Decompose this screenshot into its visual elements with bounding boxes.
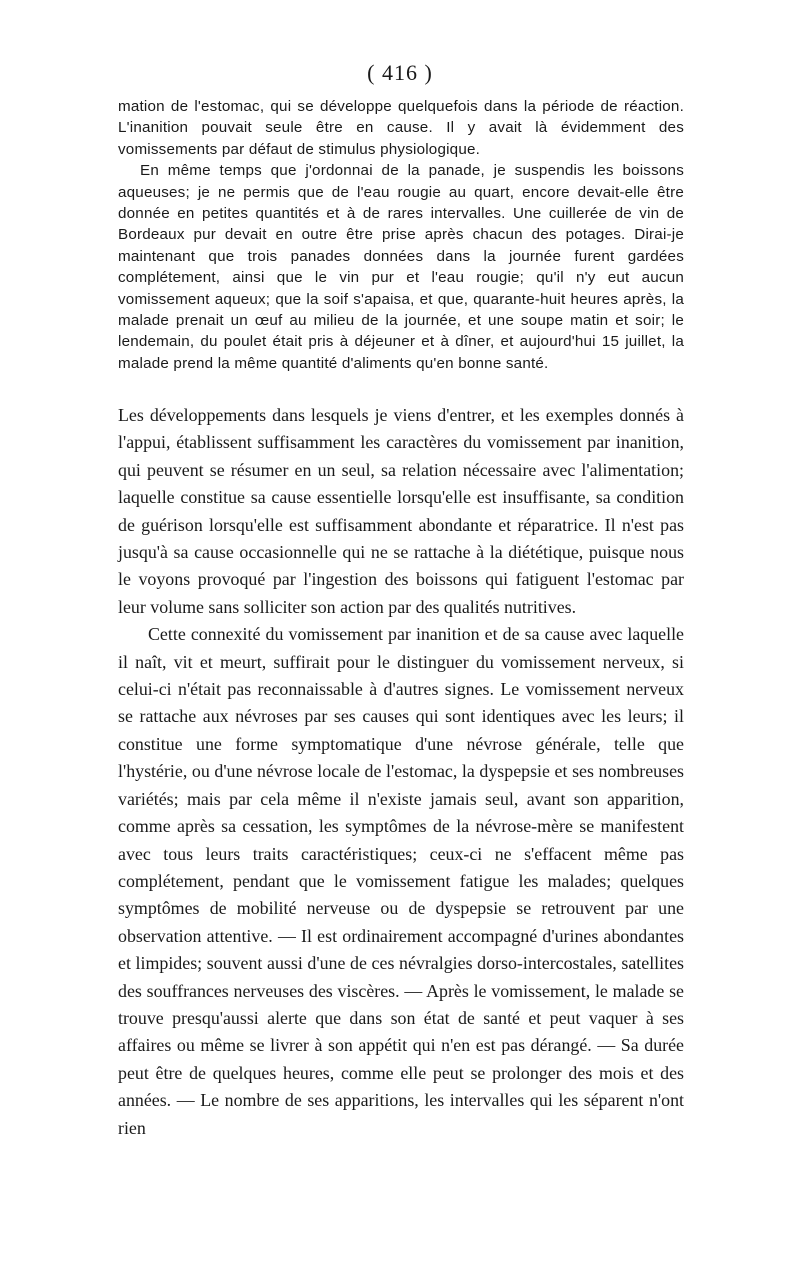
main-paragraph-1: Les développements dans lesquels je viens d'entrer, et les exemples donnés à l'appui, établissent suffisamment les caractères du vomissement par inanition, qui peuvent se résumer en un seul, sa relation nécessaire avec l'alimentation; laquelle constitue sa cause essentielle lorsqu'elle est insuffisante, sa condition de guérison lorsqu'elle est suffisamment abondante et réparatrice. Il n'est pas jusqu'à sa cause occasionnelle qui ne se rattache à la diététique, puisque nous le voyons provoqué par l'ingestion des boissons qui fatiguent l'estomac par leur volume sans solliciter son action par des qualités nutritives. — [118, 405, 684, 617]
case-note-text — [118, 96, 684, 374]
main-paragraph-2: Cette connexité du vomissement par inanition et de sa cause avec laquelle il naît, vit et meurt, suffirait pour le distinguer du vomissement nerveux, si celui-ci n'était pas reconnaissable à d'autres signes. Le vomissement nerveux se rattache aux névroses par ses causes qui sont identiques avec les leurs; il constitue une forme symptomatique d'une névrose générale, telle que l'hystérie, ou d'une névrose locale de l'estomac, la dyspepsie et ses nombreuses variétés; mais par cela même il n'existe jamais seul, avant son apparition, comme après sa cessation, les symptômes de la névrose-mère se manifestent avec tous leurs traits caractéristiques; ceux-ci ne s'effacent même pas complétement, pendant que le vomissement fatigue les malades; quelques symptômes de mobilité nerveuse ou de dyspepsie se retrouvent par une observation attentive. — Il est ordinairement accompagné d'urines abondantes et limpides; souvent aussi d'une de ces névralgies dorso-intercostales, satellites des souffrances nerveuses des viscères. — Après le vomissement, le malade se trouve presqu'aussi alerte que dans son état de santé et peut vaquer à ses affaires ou même se livrer à son appétit qui n'en est pas dérangé. — Sa durée peut être de quelques heures, comme elle peut se prolonger des mois et des années. — Le nombre de ses apparitions, les intervalles qui les séparent n'ont rien — [118, 624, 684, 1138]
page-number: ( 416 ) — [367, 60, 433, 85]
case-note-paragraph-2: En même temps que j'ordonnai de la panade, je suspendis les boissons aqueuses; je ne permis que de l'eau rougie au quart, encore devait-elle être donnée en petites quantités et à de rares intervalles. Une cuillerée de vin de Bordeaux pur devait en outre être prise après chacun des potages. Dirai-je maintenant que trois panades données dans la journée furent gardées complétement, ainsi que le vin pur et l'eau rougie; qu'il n'y eut aucun vomissement aqueux; que la soif s'apaisa, et que, quarante-huit heures après, la malade prenait un œuf au milieu de la journée, et une soupe matin et soir; le lendemain, du poulet était pris à déjeuner et à dîner, et aujourd'hui 15 juillet, la malade prend la même quantité d'aliments qu'en bonne santé. — [118, 162, 684, 372]
case-note-paragraph-1: mation de l'estomac, qui se développe quelquefois dans la période de réaction. L'inanition pouvait seule être en cause. Il y avait là évidemment des vomissements par défaut de stimulus physiologique. — [118, 98, 684, 158]
main-text — [118, 402, 684, 1142]
